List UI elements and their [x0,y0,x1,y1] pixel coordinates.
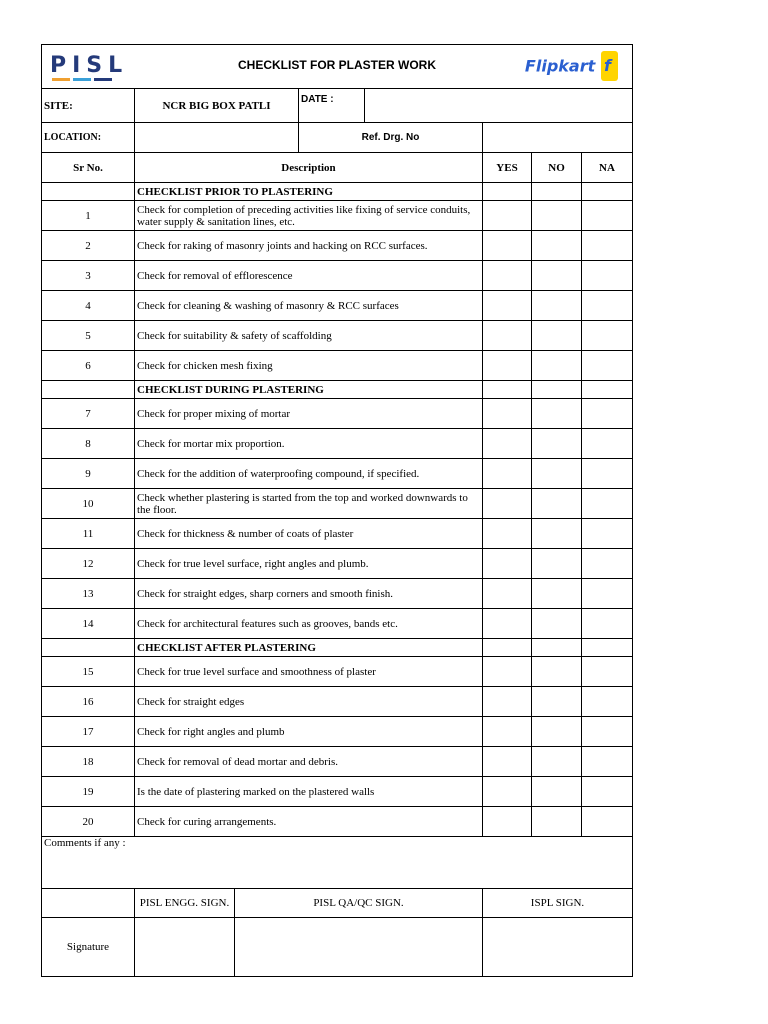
item-no-cell[interactable] [532,579,582,609]
item-number: 8 [42,429,135,459]
item-description: Check for the addition of waterproofing compound, if specified. [135,459,483,489]
item-na-cell[interactable] [582,549,633,579]
item-description: Check for right angles and plumb [135,717,483,747]
col-srno-header: Sr No. [42,153,135,183]
ispl-sign-box[interactable] [483,918,633,977]
section-no-blank [532,183,582,201]
item-na-cell[interactable] [582,489,633,519]
item-number: 4 [42,291,135,321]
item-number: 12 [42,549,135,579]
checklist-row [42,747,633,777]
item-na-cell[interactable] [582,657,633,687]
item-number: 7 [42,399,135,429]
item-na-cell[interactable] [582,231,633,261]
pisl-logo-text: PISL [50,53,129,78]
item-no-cell[interactable] [532,459,582,489]
ispl-sign-label: ISPL SIGN. [483,889,633,918]
item-yes-cell[interactable] [483,459,532,489]
item-description: Check for removal of dead mortar and debris. [135,747,483,777]
title-cell [42,45,633,89]
date-label: DATE : [299,89,365,123]
location-label: LOCATION: [42,123,135,153]
checklist-row [42,351,633,381]
checklist-row [42,459,633,489]
section-no-blank [532,639,582,657]
engg-sign-box[interactable] [135,918,235,977]
item-description: Check for chicken mesh fixing [135,351,483,381]
item-no-cell[interactable] [532,261,582,291]
col-no-header: NO [532,153,582,183]
item-no-cell[interactable] [532,399,582,429]
item-yes-cell[interactable] [483,321,532,351]
item-yes-cell[interactable] [483,201,532,231]
flipkart-bag-letter: f [604,56,611,75]
item-yes-cell[interactable] [483,747,532,777]
item-yes-cell[interactable] [483,549,532,579]
item-na-cell[interactable] [582,321,633,351]
item-description: Check for completion of preceding activities like fixing of service conduits, water supply & sanitation lines, etc. [135,201,483,231]
checklist-row [42,777,633,807]
checklist-row [42,261,633,291]
item-yes-cell[interactable] [483,351,532,381]
section-no-blank [532,381,582,399]
checklist-row [42,609,633,639]
section-srno-blank [42,639,135,657]
item-no-cell[interactable] [532,291,582,321]
ref-drg-label: Ref. Drg. No [299,123,483,153]
comments-label: Comments if any : [44,837,126,849]
item-yes-cell[interactable] [483,579,532,609]
item-na-cell[interactable] [582,747,633,777]
item-yes-cell[interactable] [483,717,532,747]
item-description: Check for architectural features such as grooves, bands etc. [135,609,483,639]
checklist-row [42,579,633,609]
item-description: Check for thickness & number of coats of plaster [135,519,483,549]
checklist-row [42,687,633,717]
item-number: 20 [42,807,135,837]
item-number: 14 [42,609,135,639]
section-yes-blank [483,639,532,657]
item-number: 6 [42,351,135,381]
item-yes-cell[interactable] [483,609,532,639]
item-no-cell[interactable] [532,231,582,261]
flipkart-logo-text: Flipkart [524,56,596,76]
pisl-logo-bar [73,78,91,81]
engg-sign-label: PISL ENGG. SIGN. [135,889,235,918]
item-yes-cell[interactable] [483,399,532,429]
section-heading-row [42,639,633,657]
item-na-cell[interactable] [582,351,633,381]
checklist-row [42,489,633,519]
item-yes-cell[interactable] [483,519,532,549]
checklist-row [42,399,633,429]
item-description: Check for curing arrangements. [135,807,483,837]
item-number: 18 [42,747,135,777]
item-na-cell[interactable] [582,519,633,549]
item-na-cell[interactable] [582,291,633,321]
section-na-blank [582,183,633,201]
item-description: Check for proper mixing of mortar [135,399,483,429]
item-na-cell[interactable] [582,807,633,837]
section-srno-blank [42,183,135,201]
site-label: SITE: [42,89,135,123]
qaqc-sign-label: PISL QA/QC SIGN. [235,889,483,918]
item-yes-cell[interactable] [483,807,532,837]
item-no-cell[interactable] [532,777,582,807]
item-description: Check for straight edges [135,687,483,717]
checklist-row [42,549,633,579]
flipkart-logo [525,51,618,81]
section-na-blank [582,639,633,657]
item-no-cell[interactable] [532,687,582,717]
item-description: Check for cleaning & washing of masonry & RCC surfaces [135,291,483,321]
checklist-row [42,807,633,837]
item-number: 2 [42,231,135,261]
item-description: Check for suitability & safety of scaffolding [135,321,483,351]
item-na-cell[interactable] [582,579,633,609]
pisl-logo-bar [52,78,70,81]
item-na-cell[interactable] [582,201,633,231]
section-srno-blank [42,381,135,399]
location-value[interactable] [135,123,299,153]
item-number: 16 [42,687,135,717]
checklist-row [42,321,633,351]
checklist-row [42,291,633,321]
item-description: Check for true level surface and smoothness of plaster [135,657,483,687]
item-number: 19 [42,777,135,807]
pisl-logo-bar [94,78,112,81]
item-na-cell[interactable] [582,687,633,717]
comments-cell[interactable] [42,837,633,889]
item-number: 17 [42,717,135,747]
section-na-blank [582,381,633,399]
item-number: 3 [42,261,135,291]
item-number: 10 [42,489,135,519]
item-yes-cell[interactable] [483,687,532,717]
item-description: Check for raking of masonry joints and hacking on RCC surfaces. [135,231,483,261]
item-description: Is the date of plastering marked on the plastered walls [135,777,483,807]
item-no-cell[interactable] [532,807,582,837]
item-yes-cell[interactable] [483,429,532,459]
item-na-cell[interactable] [582,777,633,807]
item-no-cell[interactable] [532,657,582,687]
section-heading: CHECKLIST DURING PLASTERING [135,381,483,399]
checklist-row [42,231,633,261]
col-yes-header: YES [483,153,532,183]
item-no-cell[interactable] [532,489,582,519]
section-yes-blank [483,183,532,201]
checklist-items [42,183,633,837]
checklist-table [41,44,633,977]
item-no-cell[interactable] [532,429,582,459]
pisl-logo-bars [52,78,128,81]
item-description: Check for mortar mix proportion. [135,429,483,459]
checklist-row [42,657,633,687]
section-heading-row [42,381,633,399]
checklist-row [42,429,633,459]
sig-blank-header [42,889,135,918]
item-number: 1 [42,201,135,231]
qaqc-sign-box[interactable] [235,918,483,977]
section-heading: CHECKLIST PRIOR TO PLASTERING [135,183,483,201]
item-na-cell[interactable] [582,429,633,459]
item-no-cell[interactable] [532,351,582,381]
item-yes-cell[interactable] [483,291,532,321]
section-heading-row [42,183,633,201]
item-na-cell[interactable] [582,459,633,489]
ref-drg-value[interactable] [483,123,633,153]
item-no-cell[interactable] [532,747,582,777]
item-description: Check for removal of efflorescence [135,261,483,291]
checklist-row [42,717,633,747]
item-no-cell[interactable] [532,609,582,639]
item-na-cell[interactable] [582,261,633,291]
checklist-row [42,519,633,549]
section-heading: CHECKLIST AFTER PLASTERING [135,639,483,657]
item-no-cell[interactable] [532,201,582,231]
item-yes-cell[interactable] [483,261,532,291]
checklist-row [42,201,633,231]
item-no-cell[interactable] [532,321,582,351]
flipkart-bag-icon [601,51,618,81]
item-na-cell[interactable] [582,609,633,639]
section-yes-blank [483,381,532,399]
item-na-cell[interactable] [582,399,633,429]
item-description: Check for true level surface, right angles and plumb. [135,549,483,579]
item-description: Check for straight edges, sharp corners and smooth finish. [135,579,483,609]
item-yes-cell[interactable] [483,231,532,261]
item-number: 13 [42,579,135,609]
item-no-cell[interactable] [532,717,582,747]
item-yes-cell[interactable] [483,489,532,519]
item-no-cell[interactable] [532,549,582,579]
col-description-header: Description [135,153,483,183]
item-description: Check whether plastering is started from the top and worked downwards to the floor. [135,489,483,519]
site-value: NCR BIG BOX PATLI [135,89,299,123]
item-yes-cell[interactable] [483,657,532,687]
signature-label: Signature [42,918,135,977]
page-title: CHECKLIST FOR PLASTER WORK [238,58,436,72]
date-value[interactable] [365,89,633,123]
col-na-header: NA [582,153,633,183]
item-na-cell[interactable] [582,717,633,747]
item-number: 11 [42,519,135,549]
item-number: 15 [42,657,135,687]
item-number: 9 [42,459,135,489]
item-number: 5 [42,321,135,351]
item-no-cell[interactable] [532,519,582,549]
item-yes-cell[interactable] [483,777,532,807]
